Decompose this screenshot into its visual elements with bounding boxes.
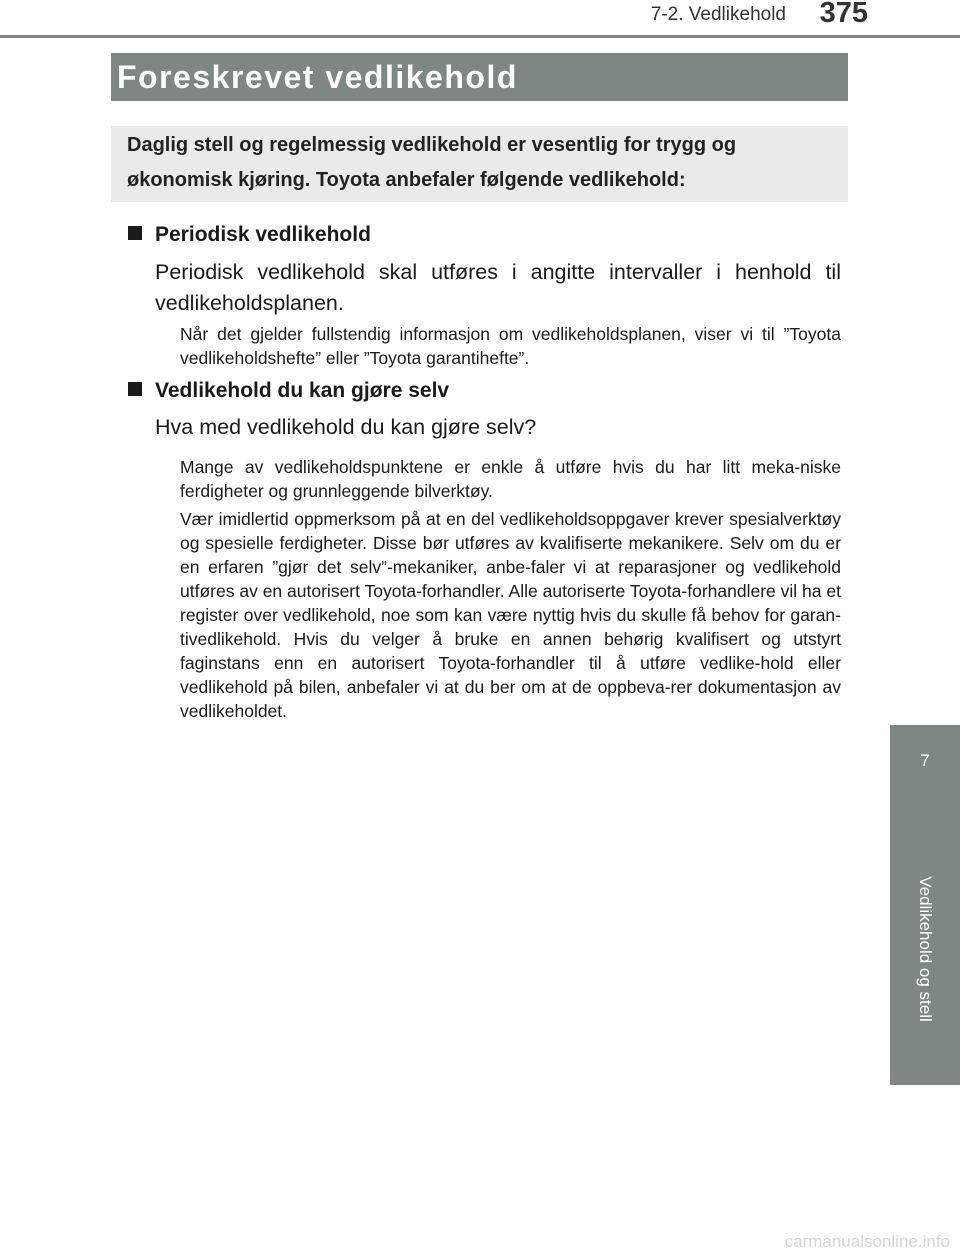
section-heading-text: Periodisk vedlikehold bbox=[155, 223, 371, 246]
body-paragraph: Når det gjelder fullstendig informasjon om vedlikeholdsplanen, viser vi til ”Toyota vedlikeholdshefte” eller ”Toyota garantihefte”. bbox=[180, 324, 841, 368]
section-lead-periodic: Periodisk vedlikehold skal utføres i angitte intervaller i henhold til vedlikeholdsplanen. bbox=[155, 260, 841, 315]
header-section-title: 7-2. Vedlikehold bbox=[650, 4, 786, 25]
section-lead-diy: Hva med vedlikehold du kan gjøre selv? bbox=[155, 415, 537, 439]
section-heading-periodic bbox=[128, 221, 371, 249]
page-title-bar bbox=[111, 53, 848, 101]
body-paragraph: Mange av vedlikeholdspunktene er enkle å utføre hvis du har litt meka-niske ferdigheter og grunnleggende bilverktøy. bbox=[180, 457, 841, 501]
chapter-label: Vedlikehold og stell bbox=[916, 876, 935, 1022]
intro-box bbox=[111, 126, 848, 202]
section-heading-diy bbox=[128, 377, 449, 405]
section-heading-text: Vedlikehold du kan gjøre selv bbox=[155, 379, 450, 402]
chapter-number: 7 bbox=[920, 751, 930, 770]
watermark: carmanualsonline.info bbox=[784, 1232, 950, 1251]
chapter-side-tab bbox=[890, 725, 960, 1085]
intro-text: Daglig stell og regelmessig vedlikehold er vesentlig for trygg og økonomisk kjøring. Toyota anbefaler følgende vedlikehold: bbox=[127, 134, 737, 191]
square-bullet-icon bbox=[128, 382, 142, 396]
header-divider bbox=[0, 35, 960, 38]
square-bullet-icon bbox=[128, 226, 142, 240]
page-title: Foreskrevet vedlikehold bbox=[117, 59, 518, 95]
page-number: 375 bbox=[819, 0, 868, 29]
body-paragraph: Vær imidlertid oppmerksom på at en del vedlikeholdsoppgaver krever spesialverktøy og spesielle ferdigheter. Disse bør utføres av kvalifiserte mekanikere. Selv om du er en erfaren ”gjør det selv”-mekaniker, anbe-faler vi at reparasjoner og vedlikehold utføres av en autorisert Toyota-forhandler. Alle autoriserte Toyota-forhandlere vil ha et register over vedlikehold, noe som kan være nyttig hvis du skulle få behov for garan-tivedlikehold. Hvis du velger å bruke en annen behørig kvalifisert og utstyrt faginstans enn en autorisert Toyota-forhandler til å utføre vedlike-hold eller vedlikehold på bilen, anbefaler vi at du ber om at de oppbeva-rer dokumentasjon av vedlikeholdet. bbox=[180, 509, 841, 721]
